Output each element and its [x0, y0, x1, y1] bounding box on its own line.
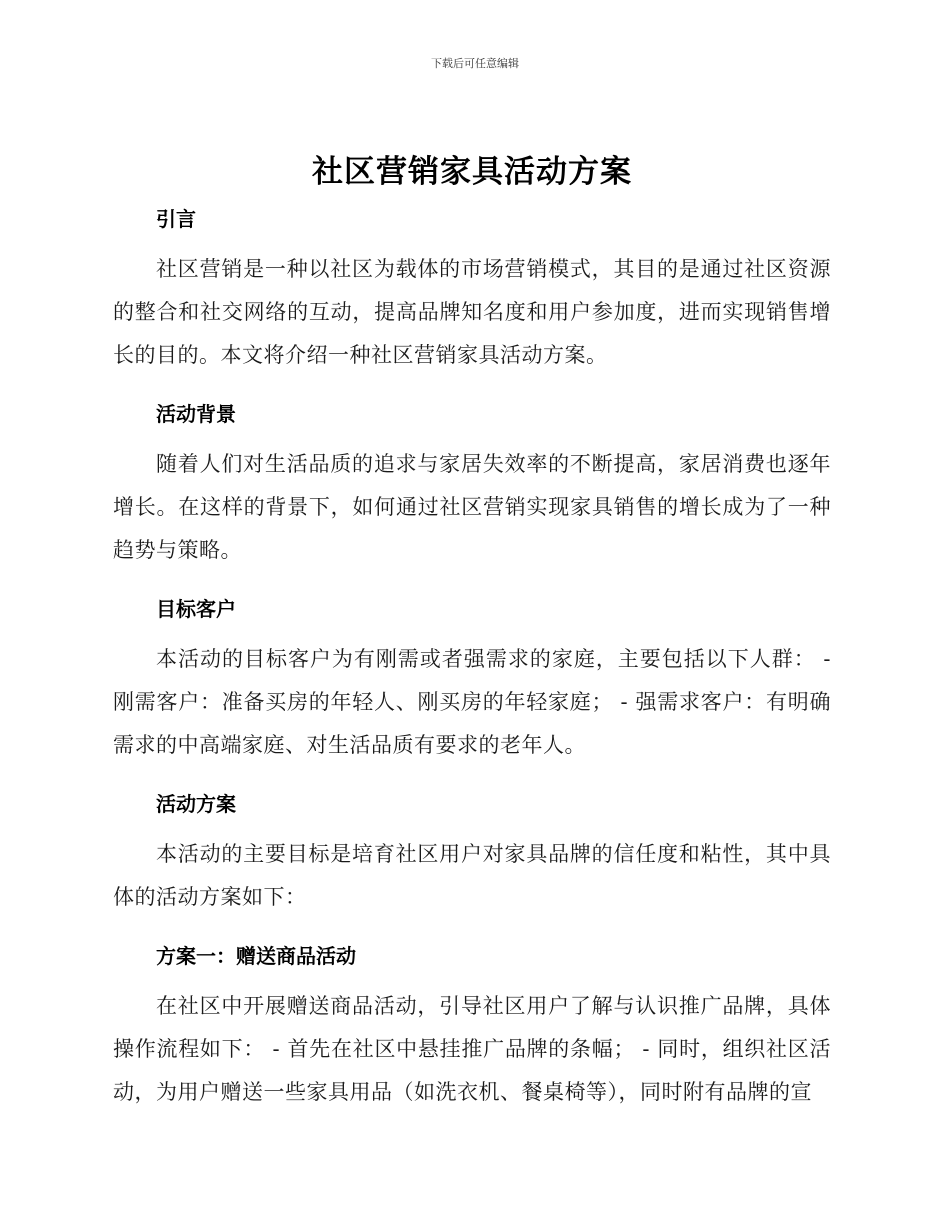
section-plan-one: [113, 941, 831, 1114]
section-paragraph: 本活动的目标客户为有刚需或者强需求的家庭，主要包括以下人群： - 刚需客户：准备买房的年轻人、刚买房的年轻家庭； - 强需求客户：有明确需求的中高端家庭、对生活品质有要求的老年人。: [113, 647, 831, 757]
section-paragraph: 随着人们对生活品质的追求与家居失效率的不断提高，家居消费也逐年增长。在这样的背景下，如何通过社区营销实现家具销售的增长成为了一种趋势与策略。: [113, 452, 831, 562]
section-heading: 方案一：赠送商品活动: [156, 944, 356, 968]
section-background: [113, 399, 831, 572]
section-heading: 活动背景: [156, 402, 236, 426]
section-heading: 目标客户: [156, 597, 236, 621]
document-body: [113, 150, 831, 1114]
section-target-customers: [113, 594, 831, 767]
section-heading: 活动方案: [156, 792, 236, 816]
section-heading: 引言: [156, 207, 196, 231]
section-introduction: [113, 204, 831, 377]
document-title: 社区营销家具活动方案: [312, 154, 632, 190]
page-header-note: 下载后可任意编辑: [431, 57, 519, 70]
section-activity-plan: [113, 789, 831, 919]
section-paragraph: 本活动的主要目标是培育社区用户对家具品牌的信任度和粘性，其中具体的活动方案如下：: [113, 842, 831, 909]
section-paragraph: 社区营销是一种以社区为载体的市场营销模式，其目的是通过社区资源的整合和社交网络的互动，提高品牌知名度和用户参加度，进而实现销售增长的目的。本文将介绍一种社区营销家具活动方案。: [113, 257, 831, 367]
section-paragraph: 在社区中开展赠送商品活动，引导社区用户了解与认识推广品牌，具体操作流程如下： - 首先在社区中悬挂推广品牌的条幅； - 同时，组织社区活动，为用户赠送一些家具用品（如洗衣机、餐桌椅等），同时附有品牌的宣: [113, 994, 831, 1104]
